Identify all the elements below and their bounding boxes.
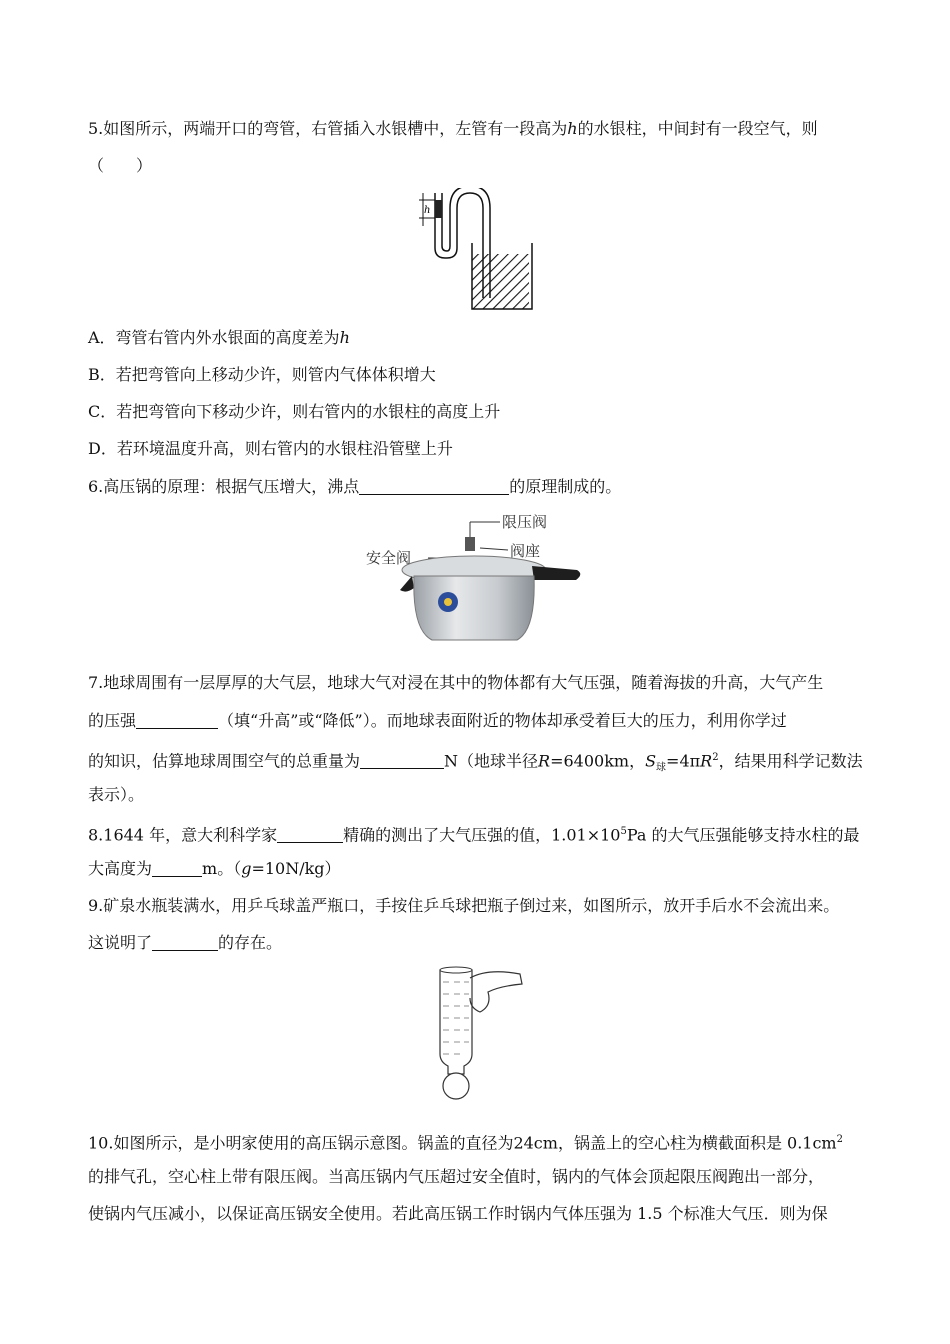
q8-text-2b: m。（ [202,859,242,878]
var-g: g [241,859,252,878]
var-R2: R [700,751,713,771]
q5-stem-line1 [88,119,818,139]
q8-line1 [88,822,860,845]
q7-text-1: 7.地球周围有一层厚厚的大气层，地球大气对浸在其中的物体都有大气压强，随着海拔的升高，大气产生 [88,673,824,692]
q7-text-4: 表示）。 [88,785,145,804]
q7-line4 [88,785,144,805]
label-safety-valve: 安全阀 [366,549,412,567]
option-c-text: C．若把弯管向下移动少许，则右管内的水银柱的高度上升 [88,402,501,421]
q8-text-1a: 8.1644 年，意大利科学家 [88,825,278,845]
label-valve-seat: 阀座 [510,542,541,560]
q6-stem [88,477,621,497]
var-R: R [538,751,551,771]
q8-line2 [88,859,341,879]
option-d-text: D．若环境温度升高，则右管内的水银柱沿管壁上升 [88,439,453,458]
var-S: S [645,751,657,771]
q9-text-1: 9.矿泉水瓶装满水，用乒乓球盖严瓶口，手按住乒乓球把瓶子倒过来，如图所示，放开手后水不会流出来。 [88,896,840,915]
pressure-cooker-figure [362,510,587,650]
q10-text-3: 使锅内气压减小，以保证高压锅安全使用。若此高压锅工作时锅内气体压强为 1.5 个标准大气压．则为保 [88,1204,828,1223]
q5-text-b: 的水银柱，中间封有一段空气，则 [577,119,818,138]
q10-line3 [88,1204,828,1224]
q7-text-2a: 的压强 [88,711,137,730]
q9-blank[interactable] [152,934,218,951]
sub-ball: 球 [656,762,667,774]
sup-cm2: 2 [836,1134,843,1145]
var-h: h [567,119,578,138]
q7-text-3b: N（地球半径 [444,751,539,771]
q8-blank-2[interactable] [152,860,202,877]
q7-line1 [88,673,823,693]
q5-option-a[interactable] [88,328,350,348]
q6-text-a: 6.高压锅的原理：根据气压增大，沸点 [88,477,360,496]
q8-text-2a: 大高度为 [88,859,153,878]
q7-blank-2[interactable] [360,752,444,769]
paren: （ ） [88,156,153,175]
q7-line2 [88,711,787,731]
q7-text-2b: （填“升高”或“降低”）。而地球表面附近的物体却承受着巨大的压力，利用你学过 [218,711,787,730]
q7-text-3e: ，结果用科学记数法 [718,751,863,771]
option-b-text: B．若把弯管向上移动少许，则管内气体体积增大 [88,365,436,384]
q10-text-2: 的排气孔，空心柱上带有限压阀。当高压锅内气压超过安全值时，锅内的气体会顶起限压阀跑出一部分， [88,1167,825,1186]
q5-answer-paren [88,156,152,176]
q7-text-3d: =4π [666,751,701,771]
fig-label-h: h [424,205,431,216]
q5-option-b[interactable] [88,365,436,385]
q9-line1 [88,896,839,916]
q7-text-3c: =6400km， [550,751,646,771]
q7-text-3a: 的知识，估算地球周围空气的总重量为 [88,751,361,771]
q7-line3 [88,748,863,779]
q10-line1 [88,1130,843,1153]
q10-text-1a: 10.如图所示，是小明家使用的高压锅示意图。锅盖的直径为24cm，锅盖上的空心柱为横截面积是 0.1cm [88,1133,837,1153]
q6-blank[interactable] [359,478,509,495]
q8-text-2c: =10N/kg） [251,859,341,878]
q5-text-a: 5.如图所示，两端开口的弯管，右管插入水银槽中，左管有一段高为 [88,119,568,138]
bent-tube-figure [415,188,550,313]
q6-text-b: 的原理制成的。 [509,477,622,496]
q7-blank-1[interactable] [136,712,218,729]
q5-option-c[interactable] [88,402,500,422]
option-a-var: h [339,328,350,347]
q9-text-2b: 的存在。 [218,933,283,952]
q8-blank-1[interactable] [277,826,343,843]
label-pressure-valve: 限压阀 [502,513,548,531]
q8-text-1b: 精确的测出了大气压强的值，1.01×10 [343,825,621,845]
option-a-text: A．弯管右管内外水银面的高度差为 [88,328,340,347]
sup-2: 2 [712,752,719,763]
sup-5: 5 [620,826,627,837]
q9-line2 [88,933,282,953]
bottle-figure [430,962,530,1102]
q10-line2 [88,1167,824,1187]
q9-text-2a: 这说明了 [88,933,153,952]
q8-text-1c: Pa 的大气压强能够支持水柱的最 [626,825,860,845]
q5-option-d[interactable] [88,439,453,459]
